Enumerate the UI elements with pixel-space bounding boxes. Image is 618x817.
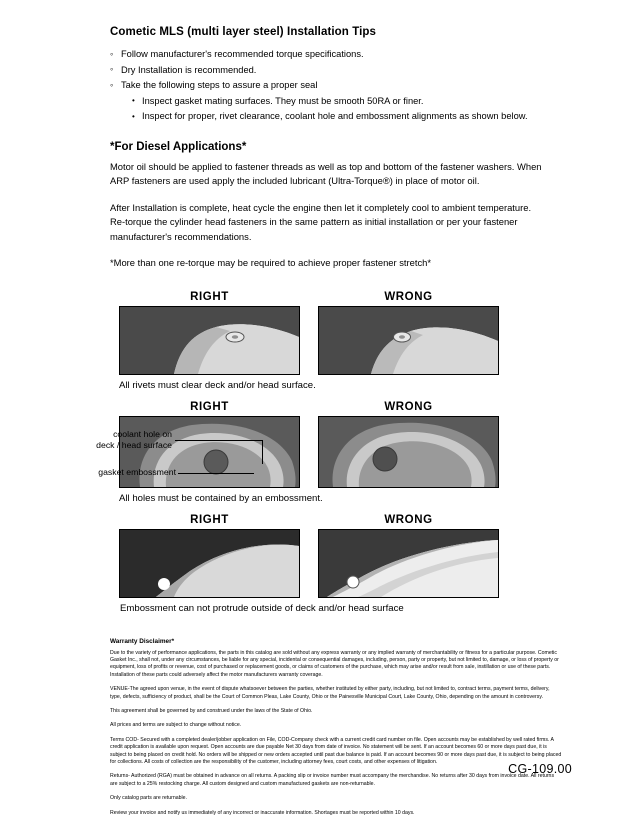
diesel-paragraph-2: After Installation is complete, heat cycle the engine then let it completely cool to ambient temperature. Re-torque the cylinder head fasteners in the same pattern as initial installation or per your fastener manufacturer's recommendations. — [110, 201, 546, 245]
tip-text: Dry Installation is recommended. — [121, 65, 256, 75]
figure-row-protrude — [34, 514, 584, 598]
warranty-paragraph: Due to the variety of performance applications, the parts in this catalog are sold without any express warranty or any implied warranty of merchantability or fitness for a particular purpose. Cometic Gasket Inc., shall not, under any circumstances, be liable for any special, incidental or consequential damages, including, person, party or property, but not limited to, damage, or loss of property or equipment, loss of profits or revenue, cost of purchased or replacement goods, or claims of customers of the purchase, which may arise and/or result from sale, instillation or use of these parts. Installation of these parts could adversely affect the motor manufacturers warranty coverage. — [110, 650, 562, 680]
figures-section — [34, 291, 584, 614]
list-item — [110, 63, 584, 79]
figure-label-right: RIGHT — [119, 291, 300, 303]
figure-label-wrong: WRONG — [318, 401, 499, 413]
list-item — [132, 94, 584, 110]
figure-image-wrong-rivets — [318, 306, 499, 375]
warranty-paragraph: Review your invoice and notify us immediately of any incorrect or inaccurate information. Shortages must be reported within 10 days. — [110, 810, 562, 817]
figure-wrong-rivets — [318, 291, 499, 375]
figure-image-wrong-protrude — [318, 529, 499, 598]
figure-image-right-rivets — [119, 306, 300, 375]
figure-caption-protrude: Embossment can not protrude outside of deck and/or head surface — [120, 603, 500, 614]
figure-right-protrude — [119, 514, 300, 598]
sub-tip-text: Inspect gasket mating surfaces. They must be smooth 50RA or finer. — [142, 96, 423, 106]
figure-right-rivets — [119, 291, 300, 375]
callout-line-embossment — [178, 473, 254, 474]
callout-gasket-embossment-text: gasket embossment — [56, 467, 176, 479]
figure-label-wrong: WRONG — [318, 514, 499, 526]
figure-label-wrong: WRONG — [318, 291, 499, 303]
callout-line-coolant-drop — [262, 440, 263, 464]
page-title: Cometic MLS (multi layer steel) Installation Tips — [110, 26, 584, 38]
figure-image-wrong-holes — [318, 416, 499, 488]
figure-caption-wrap-protrude — [118, 603, 500, 614]
list-item — [110, 47, 584, 63]
warranty-paragraph: Only catalog parts are returnable. — [110, 795, 562, 802]
warranty-section — [110, 638, 562, 817]
figure-wrong-holes — [318, 401, 499, 488]
callout-gasket-embossment — [56, 467, 176, 479]
warranty-paragraph: Terms COD- Secured with a completed dealer/jobber application on File, COD-Company check with a current credit card number on file. Open accounts may be established by well rated firms. A credit application is available upon request. Open accounts are due payable Net 30 days from date of invoice. No statement will be sent. If an account becomes 60 or more days past due, it is subject to being placed on credit hold. No orders will be shipped or new orders accepted until past due balance is paid. If an account becomes 90 or more days past due, it is subject to being placed for collections. All costs of collection are the responsibility of the customer, including attorney fees, court costs, and other expenses of litigation. — [110, 737, 562, 767]
tip-text: Take the following steps to assure a proper seal — [121, 80, 317, 90]
warranty-paragraph: All prices and terms are subject to change without notice. — [110, 722, 562, 729]
warranty-paragraph: VENUE-The agreed upon venue, in the event of dispute whatsoever between the parties, whether instituted by either party, including, but not limited to, contract terms, payment terms, delivery, type, defects, sufficiency of product, shall be the Court of Common Pleas, Lake County, Ohio or the Painesville Municipal Court, Lake County, Ohio, depending on the amount in controversy. — [110, 686, 562, 701]
callout-coolant-hole-line2: deck / head surface — [30, 440, 172, 452]
callout-coolant-hole-line1: coolant hole on — [30, 429, 172, 441]
list-item — [110, 78, 584, 125]
diesel-paragraph-3: *More than one re-torque may be required to achieve proper fastener stretch* — [110, 256, 546, 271]
document-number: CG-109.00 — [508, 762, 572, 776]
figure-label-right: RIGHT — [119, 401, 300, 413]
figure-label-right: RIGHT — [119, 514, 300, 526]
list-item — [132, 109, 584, 125]
figure-caption-wrap-rivets — [119, 380, 499, 391]
diesel-section-heading: *For Diesel Applications* — [110, 141, 584, 153]
warranty-paragraph: This agreement shall be governed by and construed under the laws of the State of Ohio. — [110, 708, 562, 715]
sub-tip-text: Inspect for proper, rivet clearance, coolant hole and embossment alignments as shown below. — [142, 111, 528, 121]
callout-line-coolant — [175, 440, 263, 441]
tip-text: Follow manufacturer's recommended torque specifications. — [121, 49, 364, 59]
warranty-paragraph: Returns- Authorized (RGA) must be obtained in advance on all returns. A packing slip or invoice number must accompany the merchandise. No returns after 30 days from invoice date. All returns are subject to a 25% restocking charge. All custom designed and custom manufactured gaskets are non-returnable. — [110, 773, 562, 788]
sub-tips-list — [121, 94, 584, 125]
warranty-heading: Warranty Disclaimer* — [110, 638, 562, 645]
figure-caption-wrap-holes — [119, 493, 499, 504]
installation-tips-list — [110, 47, 584, 125]
figure-row-rivets — [34, 291, 584, 375]
callout-coolant-hole — [30, 429, 172, 452]
figure-image-right-protrude — [119, 529, 300, 598]
figure-wrong-protrude — [318, 514, 499, 598]
figure-caption-rivets: All rivets must clear deck and/or head surface. — [119, 380, 499, 391]
diesel-paragraph-1: Motor oil should be applied to fastener threads as well as top and bottom of the fastener washers. When ARP fasteners are used apply the included lubricant (Ultra-Torque®) in place of motor oil. — [110, 160, 546, 189]
figure-caption-holes: All holes must be contained by an embossment. — [119, 493, 499, 504]
